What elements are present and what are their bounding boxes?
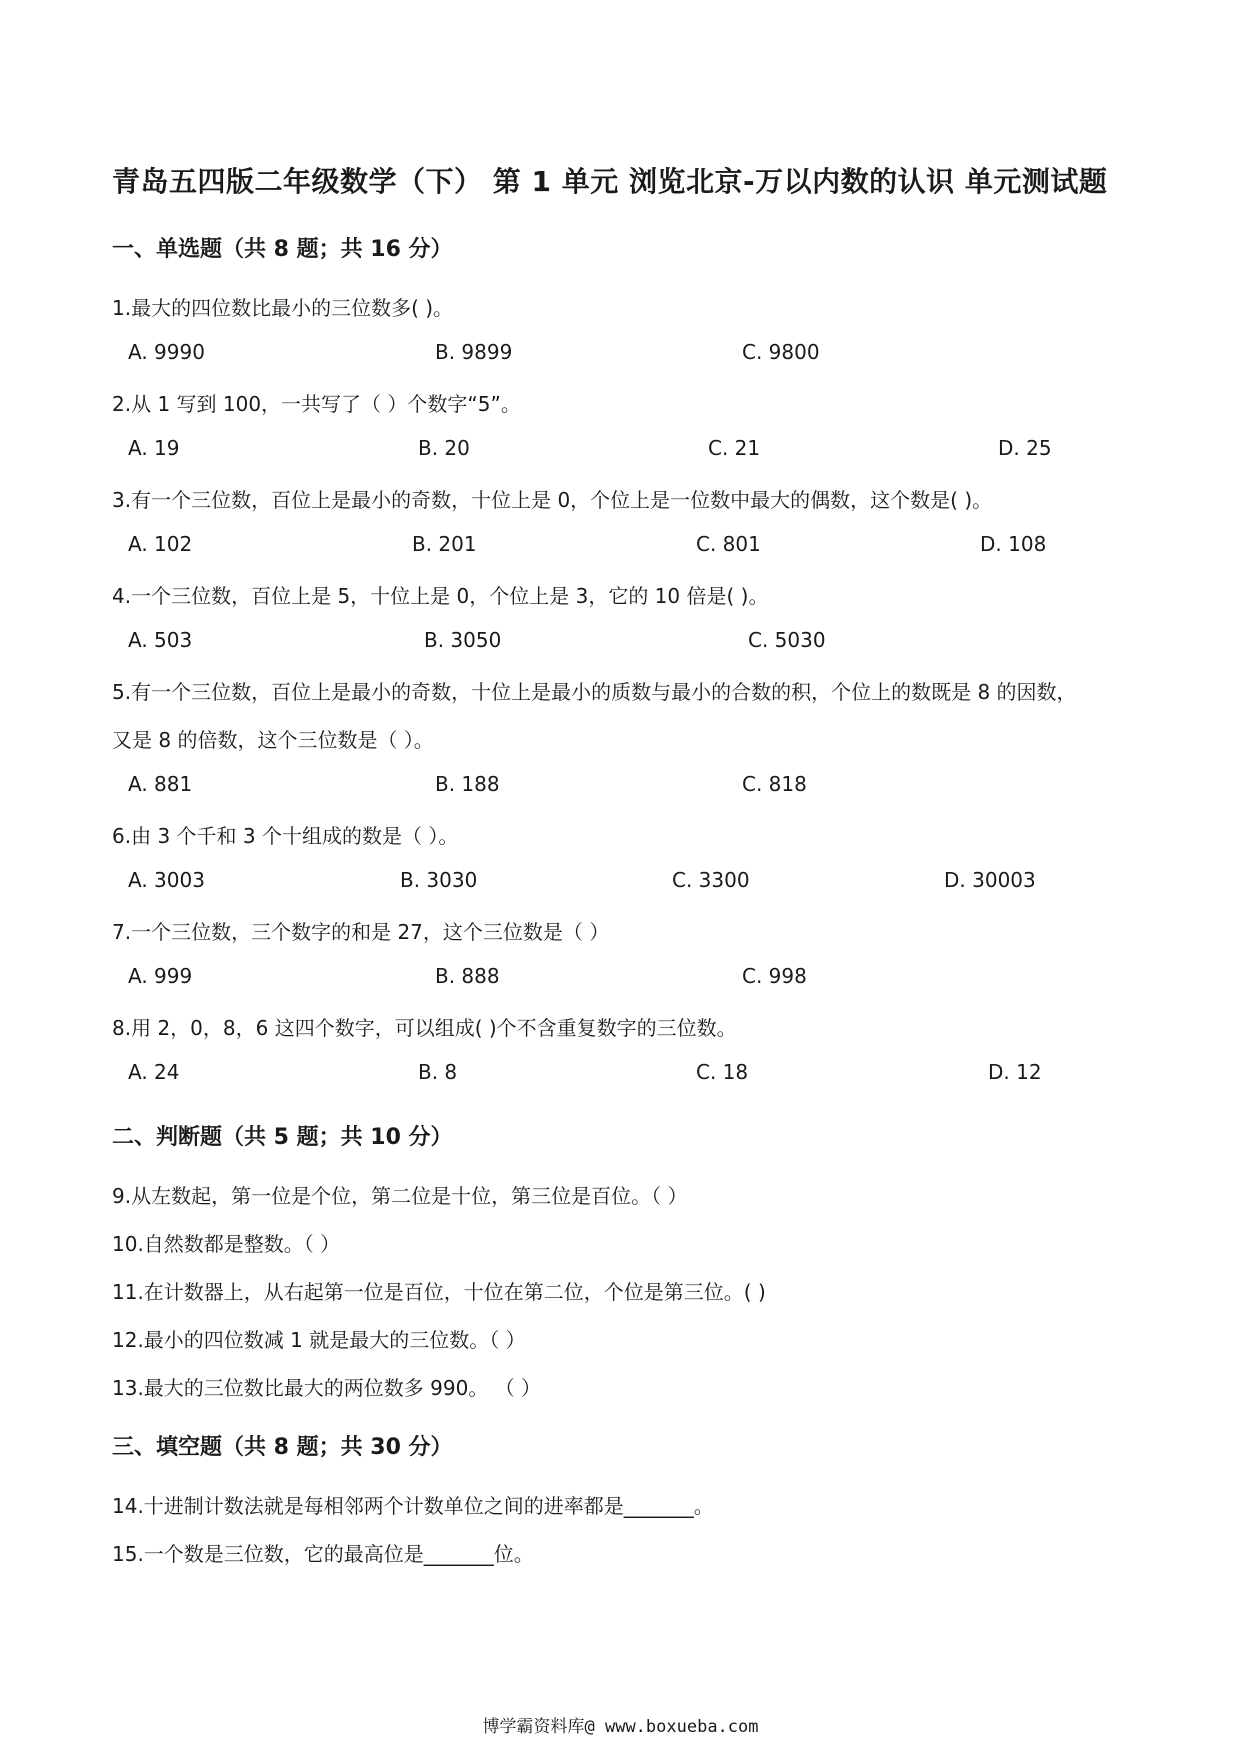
question-6: 6.由 3 个千和 3 个十组成的数是（ ）。 [112, 824, 459, 848]
options-question-3 [128, 532, 1128, 560]
option-b: B. 201 [412, 532, 477, 556]
option-c: C. 21 [708, 436, 761, 460]
question-3: 3.有一个三位数，百位上是最小的奇数，十位上是 0，个位上是一位数中最大的偶数，这个数是( )。 [112, 488, 993, 512]
question-5-line-1: 5.有一个三位数，百位上是最小的奇数，十位上是最小的质数与最小的合数的积，个位上的数既是 8 的因数， [112, 680, 1077, 704]
option-a: A. 503 [128, 628, 193, 652]
option-b: B. 20 [418, 436, 470, 460]
option-a: A. 881 [128, 772, 193, 796]
page-footer-watermark: 博学霸资料库@ www.boxueba.com [482, 1717, 759, 1737]
question-9: 9.从左数起，第一位是个位，第二位是十位，第三位是百位。（ ） [112, 1184, 688, 1208]
question-8: 8.用 2，0，8，6 这四个数字，可以组成( )个不含重复数字的三位数。 [112, 1016, 737, 1040]
option-b: B. 888 [435, 964, 500, 988]
options-question-5 [128, 772, 1128, 800]
options-question-1 [128, 340, 1128, 368]
option-a: A. 9990 [128, 340, 205, 364]
option-b: B. 9899 [435, 340, 513, 364]
option-c: C. 818 [742, 772, 807, 796]
option-b: B. 3050 [424, 628, 502, 652]
option-d: D. 12 [988, 1060, 1042, 1084]
option-c: C. 9800 [742, 340, 820, 364]
option-d: D. 108 [980, 532, 1047, 556]
question-10: 10.自然数都是整数。（ ） [112, 1232, 341, 1256]
question-14: 14.十进制计数法就是每相邻两个计数单位之间的进率都是_______。 [112, 1494, 714, 1518]
options-question-2 [128, 436, 1128, 464]
option-c: C. 18 [696, 1060, 749, 1084]
option-c: C. 801 [696, 532, 761, 556]
question-4: 4.一个三位数，百位上是 5，十位上是 0，个位上是 3，它的 10 倍是( )。 [112, 584, 769, 608]
section-heading-single-choice: 一、单选题（共 8 题；共 16 分） [112, 237, 453, 262]
question-5-line-2: 又是 8 的倍数，这个三位数是（ ）。 [112, 728, 434, 752]
option-b: B. 8 [418, 1060, 458, 1084]
option-a: A. 24 [128, 1060, 180, 1084]
options-question-8 [128, 1060, 1128, 1088]
option-c: C. 998 [742, 964, 807, 988]
options-question-7 [128, 964, 1128, 992]
question-2: 2.从 1 写到 100，一共写了（ ）个数字“5”。 [112, 392, 521, 416]
option-a: A. 102 [128, 532, 193, 556]
option-c: C. 5030 [748, 628, 826, 652]
option-a: A. 3003 [128, 868, 205, 892]
option-a: A. 999 [128, 964, 193, 988]
section-heading-true-false: 二、判断题（共 5 题；共 10 分） [112, 1125, 453, 1150]
question-11: 11.在计数器上，从右起第一位是百位，十位在第二位，个位是第三位。( ) [112, 1280, 766, 1304]
option-c: C. 3300 [672, 868, 750, 892]
question-15: 15.一个数是三位数，它的最高位是_______位。 [112, 1542, 534, 1566]
option-d: D. 30003 [944, 868, 1036, 892]
options-question-4 [128, 628, 1128, 656]
option-b: B. 3030 [400, 868, 478, 892]
section-heading-fill-in: 三、填空题（共 8 题；共 30 分） [112, 1435, 453, 1460]
option-b: B. 188 [435, 772, 500, 796]
question-7: 7.一个三位数，三个数字的和是 27，这个三位数是（ ） [112, 920, 610, 944]
options-question-6 [128, 868, 1128, 896]
option-d: D. 25 [998, 436, 1052, 460]
option-a: A. 19 [128, 436, 180, 460]
document-title: 青岛五四版二年级数学（下） 第 1 单元 浏览北京-万以内数的认识 单元测试题 [112, 165, 1108, 198]
question-12: 12.最小的四位数减 1 就是最大的三位数。（ ） [112, 1328, 526, 1352]
question-1: 1.最大的四位数比最小的三位数多( )。 [112, 296, 454, 320]
question-13: 13.最大的三位数比最大的两位数多 990。 （ ） [112, 1376, 542, 1400]
